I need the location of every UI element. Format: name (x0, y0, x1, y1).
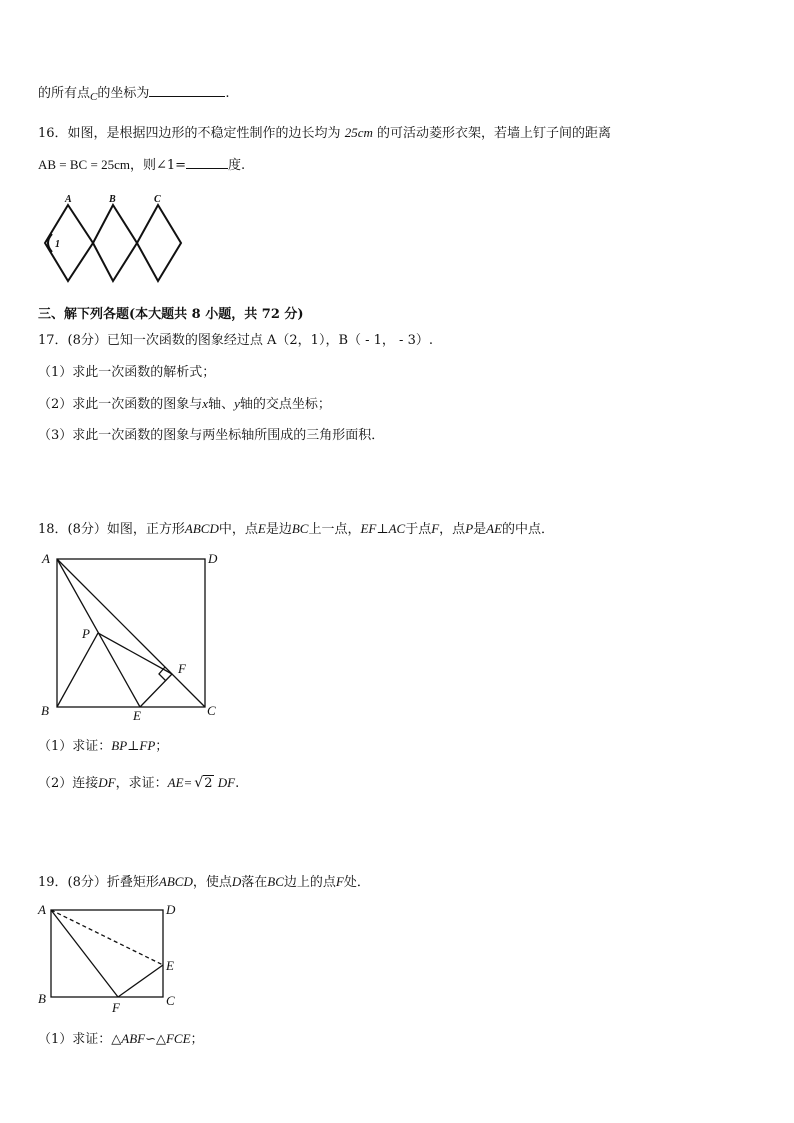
q18-stem-g: 是 (473, 522, 487, 537)
q15-end: . (225, 86, 230, 101)
q18-stem-b: 中，点 (218, 522, 258, 537)
q18-diagonal-ac (57, 559, 205, 707)
q19-f: F (335, 874, 344, 889)
q17-p2-c: 轴的交点坐标； (239, 397, 331, 412)
q19-stem-c: 落在 (241, 875, 268, 890)
q19-abcd: ABCD (158, 874, 193, 889)
q19-label-e: E (166, 958, 174, 973)
q18-figure (36, 548, 236, 728)
q16-text-a: 16．如图，是根据四边形的不稳定性制作的边长均为 (38, 126, 341, 141)
q18-part1 (38, 737, 168, 756)
q18-label-d: D (208, 551, 218, 566)
q16-line2 (38, 156, 245, 175)
q16-rhombus-2 (93, 205, 137, 281)
q18-efac: EF⊥AC (360, 521, 406, 536)
q16-label-b: B (109, 194, 116, 205)
sqrt-radical-icon: √ (194, 775, 204, 791)
q16-label-a: A (65, 194, 72, 205)
q17-stem: 17．(8分）已知一次函数的图象经过点 A（2，1），B（ - 1， - 3）. (38, 333, 433, 348)
q15-text-a: 的所有点 (38, 86, 91, 101)
q18-p: P (465, 521, 474, 536)
q19-label-f: F (112, 1000, 120, 1015)
q18-segment-ef (140, 674, 172, 707)
q18-stem-a: 18．(8分）如图，正方形 (38, 522, 185, 537)
q18-label-b: B (41, 703, 49, 718)
q16-rhombus-chain (45, 205, 181, 281)
q18-abcd: ABCD (184, 521, 219, 536)
q16-angle-text: ，则∠1= (129, 158, 187, 173)
q18-stem (38, 520, 554, 539)
q18-label-f: F (178, 661, 186, 676)
q19-geometry (51, 910, 163, 997)
q17-part2 (38, 395, 331, 414)
section3-title: 三、解下列各题(本大题共 8 小题，共 72 分) (38, 307, 304, 322)
q18-sqrt (194, 775, 213, 793)
q19-p1-b: △ABF∽△FCE (111, 1031, 191, 1046)
q18-label-p: P (82, 626, 90, 641)
q16-label-1: 1 (55, 239, 60, 250)
q18-label-e: E (133, 708, 141, 723)
q19-label-c: C (166, 993, 175, 1008)
q18-ae: AE (486, 521, 503, 536)
q16-degree-text: 度. (228, 158, 246, 173)
q16-rhombus-1 (45, 205, 93, 281)
q18-geometry (57, 559, 205, 707)
q19-segment-af (51, 910, 118, 997)
q18-segment-pf (98, 633, 172, 674)
q16-rhombus-3 (137, 205, 181, 281)
q19-p1-c: ； (190, 1032, 204, 1047)
q17-p2-x: x (202, 396, 209, 411)
q18-label-a: A (42, 551, 50, 566)
q18-part2 (38, 774, 239, 793)
q18-stem-d: 上一点， (308, 522, 361, 537)
q17-part3: （3）求此一次函数的图象与两坐标轴所围成的三角形面积． (38, 428, 385, 443)
q15-answer-blank[interactable] (149, 84, 225, 97)
q18-stem-e: 于点 (405, 522, 432, 537)
q19-p1-a: （1）求证： (38, 1032, 112, 1047)
q18-p2-end: . (235, 776, 240, 791)
q18-p2-df2: DF (217, 775, 236, 790)
q18-label-c: C (207, 703, 216, 718)
q16-label-c: C (154, 194, 161, 205)
q18-p1-b: BP⊥FP (111, 738, 156, 753)
q19-stem (38, 873, 370, 892)
q18-p1-c: ； (155, 739, 169, 754)
q16-line1 (38, 124, 611, 143)
q19-figure (36, 898, 226, 1028)
q19-part1 (38, 1030, 204, 1049)
q18-stem-h: 的中点． (502, 522, 555, 537)
q19-d: D (231, 874, 242, 889)
q18-p2-a: （2）连接 (38, 776, 99, 791)
q18-right-angle-mark (159, 667, 166, 681)
q19-label-a: A (38, 902, 46, 917)
q19-rectangle (51, 910, 163, 997)
q15-tail-line (38, 84, 230, 103)
q18-f: F (431, 521, 440, 536)
q19-stem-e: 处． (343, 875, 370, 890)
q16-figure (40, 190, 200, 290)
q16-answer-blank[interactable] (186, 156, 228, 169)
q15-point-c: C (90, 91, 98, 103)
q18-sqrt-value: 2 (204, 776, 213, 791)
q18-p2-df: DF (98, 775, 116, 790)
q16-text-b: 的可活动菱形衣架，若墙上钉子间的距离 (377, 126, 612, 141)
q17-p2-y: y (234, 396, 240, 411)
q15-text-b: 的坐标为 (97, 86, 150, 101)
q19-stem-d: 边上的点 (283, 875, 336, 890)
q19-label-b: B (38, 991, 46, 1006)
q16-ab-bc: AB = BC = 25cm (38, 157, 130, 172)
q18-stem-f: ，点 (439, 522, 466, 537)
q18-p1-a: （1）求证： (38, 739, 112, 754)
q16-length: 25cm (344, 125, 373, 140)
q18-stem-c: 是边 (265, 522, 292, 537)
q18-p2-ae: AE= (167, 775, 193, 790)
q18-e: E (257, 521, 266, 536)
q18-segment-bp (57, 633, 98, 707)
q19-stem-b: ，使点 (192, 875, 232, 890)
q18-p2-c: ，求证： (115, 776, 168, 791)
q17-p2-b: 轴、 (208, 397, 235, 412)
q18-bc: BC (291, 521, 309, 536)
q19-label-d: D (166, 902, 176, 917)
q19-segment-fe (118, 965, 163, 997)
q17-part1: （1）求此一次函数的解析式； (38, 365, 216, 380)
q19-bc: BC (267, 874, 284, 889)
q17-p2-a: （2）求此一次函数的图象与 (38, 397, 203, 412)
q19-stem-a: 19．(8分）折叠矩形 (38, 875, 159, 890)
q19-fold-line-ae (51, 910, 163, 965)
